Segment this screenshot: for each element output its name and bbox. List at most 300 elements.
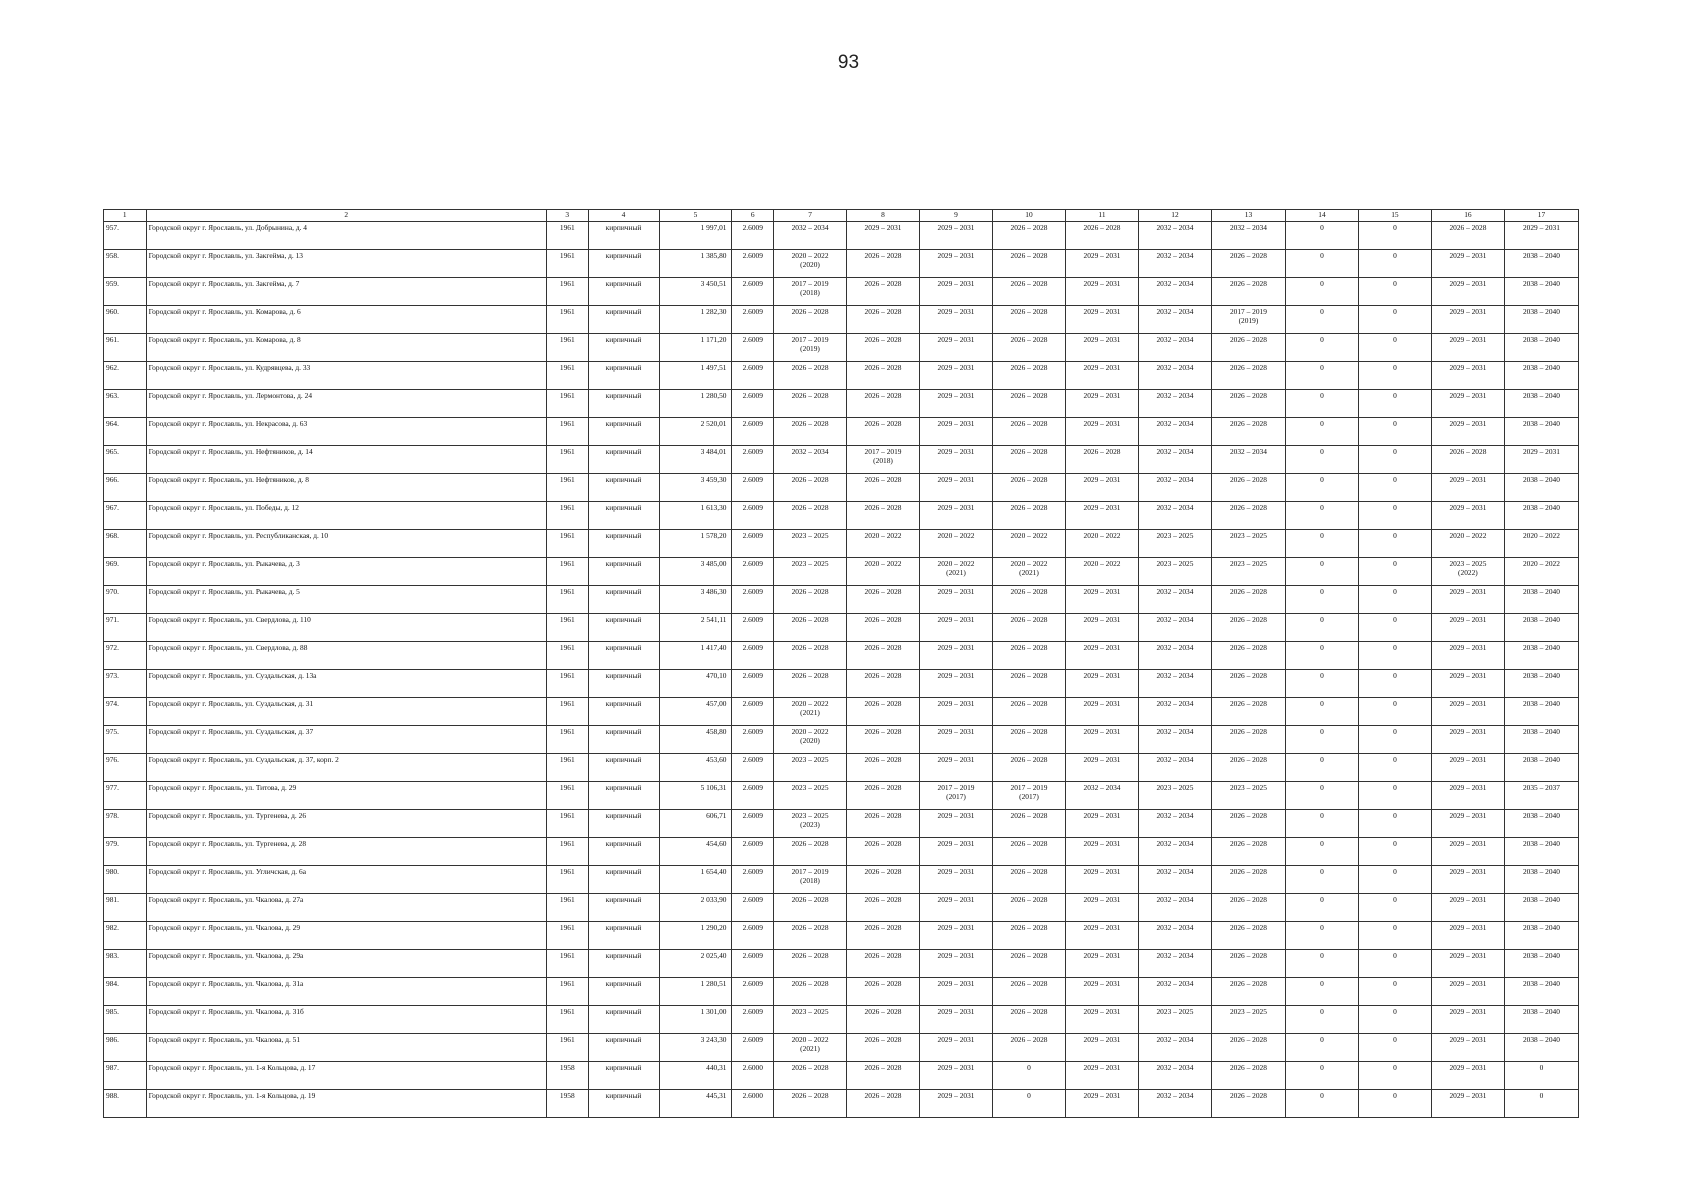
table-cell: 2038 – 2040 (1504, 390, 1578, 418)
table-cell: 2020 – 2022 (847, 530, 920, 558)
table-cell: 2029 – 2031 (1431, 418, 1504, 446)
table-cell: 0 (993, 1062, 1066, 1090)
table-cell: 1 171,20 (659, 334, 732, 362)
table-cell: 0 (1358, 446, 1431, 474)
table-cell: 0 (1285, 278, 1358, 306)
table-cell: 458,80 (659, 726, 732, 754)
table-cell: 0 (1285, 894, 1358, 922)
table-cell: 2026 – 2028 (847, 698, 920, 726)
table-cell: 2029 – 2031 (1431, 754, 1504, 782)
table-cell: 2020 – 2022 (1065, 558, 1138, 586)
table-cell: 2026 – 2028 (1211, 334, 1285, 362)
table-cell: 2020 – 2022 (993, 530, 1066, 558)
table-cell: 2029 – 2031 (920, 614, 993, 642)
cell-line: 2017 – 2019 (791, 335, 829, 344)
table-cell: 2026 – 2028 (774, 922, 847, 950)
table-cell: 965. (104, 446, 147, 474)
column-header: 3 (546, 210, 588, 222)
table-cell: 2.6009 (732, 1034, 774, 1062)
table-cell: 0 (1358, 810, 1431, 838)
table-cell: 967. (104, 502, 147, 530)
column-header: 13 (1211, 210, 1285, 222)
table-cell (774, 250, 847, 278)
table-cell: 2023 – 2025 (1211, 530, 1285, 558)
cell-line: (2018) (873, 456, 893, 465)
table-cell: 977. (104, 782, 147, 810)
table-cell: 2.6009 (732, 250, 774, 278)
table-cell: 2029 – 2031 (1065, 1090, 1138, 1118)
column-header: 7 (774, 210, 847, 222)
table-cell: 2029 – 2031 (1431, 782, 1504, 810)
table-cell: Городской округ г. Ярославль, ул. Чкалова, д. 29а (146, 950, 546, 978)
table-cell: 0 (1285, 1062, 1358, 1090)
table-cell: 2029 – 2031 (920, 362, 993, 390)
table-cell: 2032 – 2034 (1138, 950, 1211, 978)
table-cell: 1961 (546, 950, 588, 978)
table-cell: 0 (993, 1090, 1066, 1118)
table-cell: 2.6009 (732, 530, 774, 558)
column-header: 12 (1138, 210, 1211, 222)
table-cell: 2026 – 2028 (847, 586, 920, 614)
table-cell: Городской округ г. Ярославль, ул. Тургенева, д. 28 (146, 838, 546, 866)
table-cell: 2029 – 2031 (1431, 698, 1504, 726)
table-cell: 2020 – 2022 (1504, 530, 1578, 558)
table-cell: Городской округ г. Ярославль, ул. Угличская, д. 6а (146, 866, 546, 894)
table-cell: 2029 – 2031 (920, 642, 993, 670)
table-cell: кирпичный (588, 978, 659, 1006)
table-cell: 979. (104, 838, 147, 866)
table-cell: 2038 – 2040 (1504, 418, 1578, 446)
table-cell: 2029 – 2031 (847, 222, 920, 250)
table-cell: 2 541,11 (659, 614, 732, 642)
table-cell: 0 (1358, 502, 1431, 530)
table-cell: 0 (1358, 950, 1431, 978)
table-cell: 1961 (546, 530, 588, 558)
table-cell: 0 (1358, 418, 1431, 446)
table-row (104, 1062, 1579, 1090)
column-header: 10 (993, 210, 1066, 222)
table-cell: 2026 – 2028 (1065, 222, 1138, 250)
table-cell: 2038 – 2040 (1504, 726, 1578, 754)
table-cell: 2026 – 2028 (993, 278, 1066, 306)
table-cell: 2026 – 2028 (1211, 502, 1285, 530)
table-cell: 984. (104, 978, 147, 1006)
column-header: 5 (659, 210, 732, 222)
table-cell: 0 (1358, 530, 1431, 558)
table-cell: 2029 – 2031 (920, 950, 993, 978)
table-cell: кирпичный (588, 950, 659, 978)
table-cell: 2026 – 2028 (774, 362, 847, 390)
table-cell: 2026 – 2028 (993, 474, 1066, 502)
table-cell: 2026 – 2028 (993, 922, 1066, 950)
table-cell: 2032 – 2034 (1138, 362, 1211, 390)
column-header: 6 (732, 210, 774, 222)
table-cell: 2029 – 2031 (1431, 866, 1504, 894)
table-cell: 2032 – 2034 (1138, 810, 1211, 838)
table-row (104, 558, 1579, 586)
table-cell: 2.6009 (732, 670, 774, 698)
table-cell: 2029 – 2031 (1065, 726, 1138, 754)
table-cell: 1961 (546, 670, 588, 698)
table-cell: Городской округ г. Ярославль, ул. Чкалова, д. 29 (146, 922, 546, 950)
table-cell: 2023 – 2025 (774, 558, 847, 586)
table-cell: 2026 – 2028 (1211, 418, 1285, 446)
table-cell: 1 280,50 (659, 390, 732, 418)
table-cell (920, 558, 993, 586)
table-cell: 1961 (546, 1034, 588, 1062)
table-cell: 2032 – 2034 (1138, 838, 1211, 866)
table-cell: 2029 – 2031 (1065, 894, 1138, 922)
table-cell: 0 (1285, 306, 1358, 334)
table-cell: 973. (104, 670, 147, 698)
table-cell: 2026 – 2028 (993, 978, 1066, 1006)
table-cell: кирпичный (588, 306, 659, 334)
table-cell: 2029 – 2031 (1431, 670, 1504, 698)
table-cell: 2026 – 2028 (774, 586, 847, 614)
table-cell: 2032 – 2034 (1138, 726, 1211, 754)
table-cell: 1961 (546, 866, 588, 894)
table-cell: 2026 – 2028 (847, 642, 920, 670)
table-cell: 2029 – 2031 (1065, 978, 1138, 1006)
column-header: 14 (1285, 210, 1358, 222)
table-cell: 0 (1285, 754, 1358, 782)
table-cell: 0 (1285, 502, 1358, 530)
cell-line: 2017 – 2019 (791, 279, 829, 288)
table-cell: Городской округ г. Ярославль, ул. Суздальская, д. 37, корп. 2 (146, 754, 546, 782)
table-cell: 978. (104, 810, 147, 838)
table-cell: 0 (1358, 586, 1431, 614)
cell-line: (2018) (800, 876, 820, 885)
table-cell: 2026 – 2028 (847, 334, 920, 362)
table-cell: 971. (104, 614, 147, 642)
table-row (104, 698, 1579, 726)
table-cell: 2.6009 (732, 558, 774, 586)
table-cell: 2029 – 2031 (1065, 250, 1138, 278)
table-header (104, 210, 1579, 222)
cell-line: (2020) (800, 736, 820, 745)
table-cell: 2.6009 (732, 810, 774, 838)
table-cell: кирпичный (588, 586, 659, 614)
cell-line: 2020 – 2022 (1010, 559, 1048, 568)
table-cell: 2023 – 2025 (1211, 558, 1285, 586)
table-cell: Городской округ г. Ярославль, ул. 1-я Кольцова, д. 19 (146, 1090, 546, 1118)
table-cell: 2023 – 2025 (774, 530, 847, 558)
table-cell: 2029 – 2031 (1065, 474, 1138, 502)
table-cell: 2.6009 (732, 362, 774, 390)
table-cell: 2.6009 (732, 418, 774, 446)
table-cell: Городской округ г. Ярославль, ул. Суздальская, д. 37 (146, 726, 546, 754)
table-row (104, 614, 1579, 642)
table-cell: 987. (104, 1062, 147, 1090)
table-cell: Городской округ г. Ярославль, ул. Нефтяников, д. 8 (146, 474, 546, 502)
column-header: 17 (1504, 210, 1578, 222)
table-cell: 5 106,31 (659, 782, 732, 810)
table-cell: 2038 – 2040 (1504, 698, 1578, 726)
table-cell: 0 (1285, 838, 1358, 866)
table-cell: 2026 – 2028 (774, 1090, 847, 1118)
table-cell: 2026 – 2028 (993, 754, 1066, 782)
table-cell: 2029 – 2031 (1431, 474, 1504, 502)
table-cell: 2029 – 2031 (920, 1062, 993, 1090)
table-cell: 1961 (546, 362, 588, 390)
table-cell: 2.6009 (732, 1006, 774, 1034)
table-cell: 2032 – 2034 (1138, 502, 1211, 530)
table-cell: 0 (1358, 978, 1431, 1006)
table-cell: 2029 – 2031 (1065, 866, 1138, 894)
column-header: 9 (920, 210, 993, 222)
table-cell: 2023 – 2025 (1138, 782, 1211, 810)
table-cell: 2029 – 2031 (1431, 502, 1504, 530)
table-cell: кирпичный (588, 362, 659, 390)
table-cell: 0 (1358, 754, 1431, 782)
table-cell: 2026 – 2028 (847, 782, 920, 810)
table-cell: 2.6009 (732, 838, 774, 866)
table-cell: 2029 – 2031 (920, 418, 993, 446)
table-row (104, 894, 1579, 922)
table-cell: 2029 – 2031 (1431, 250, 1504, 278)
table-cell: 0 (1285, 1034, 1358, 1062)
table-cell: 2032 – 2034 (1138, 922, 1211, 950)
table-cell: 2029 – 2031 (1431, 726, 1504, 754)
cell-line: 2020 – 2022 (937, 559, 975, 568)
table-cell: кирпичный (588, 1090, 659, 1118)
table-cell: 2029 – 2031 (920, 698, 993, 726)
table-cell: Городской округ г. Ярославль, ул. Тургенева, д. 26 (146, 810, 546, 838)
table-cell: 988. (104, 1090, 147, 1118)
table-cell: 470,10 (659, 670, 732, 698)
table-cell: 2026 – 2028 (993, 222, 1066, 250)
table-cell: 2029 – 2031 (1065, 334, 1138, 362)
table-cell: 2032 – 2034 (1138, 866, 1211, 894)
table-cell: 2029 – 2031 (920, 250, 993, 278)
table-cell: Городской округ г. Ярославль, ул. Победы, д. 12 (146, 502, 546, 530)
table-cell: 2026 – 2028 (993, 950, 1066, 978)
table-cell: 2038 – 2040 (1504, 586, 1578, 614)
table-cell: 2032 – 2034 (1138, 474, 1211, 502)
table-cell: 2029 – 2031 (1065, 502, 1138, 530)
table-cell: Городской округ г. Ярославль, ул. Чкалова, д. 27а (146, 894, 546, 922)
table-cell: 2026 – 2028 (993, 446, 1066, 474)
table-cell: 2026 – 2028 (993, 698, 1066, 726)
table-cell: 2038 – 2040 (1504, 866, 1578, 894)
table-cell: 1961 (546, 754, 588, 782)
table-cell: 960. (104, 306, 147, 334)
table-cell: 2029 – 2031 (1065, 586, 1138, 614)
cell-line: (2023) (800, 820, 820, 829)
table-cell: 2029 – 2031 (1065, 698, 1138, 726)
table-cell: 1 280,51 (659, 978, 732, 1006)
table-cell: 2038 – 2040 (1504, 278, 1578, 306)
table-cell: 2029 – 2031 (1431, 838, 1504, 866)
table-cell (1431, 558, 1504, 586)
table-cell: кирпичный (588, 1062, 659, 1090)
table-cell: 2023 – 2025 (774, 754, 847, 782)
table-cell: кирпичный (588, 754, 659, 782)
table-cell: 2038 – 2040 (1504, 978, 1578, 1006)
table-cell: 2029 – 2031 (920, 586, 993, 614)
table-cell: 2032 – 2034 (1138, 1090, 1211, 1118)
column-header: 2 (146, 210, 546, 222)
table-cell: кирпичный (588, 502, 659, 530)
table-cell: 445,31 (659, 1090, 732, 1118)
table-cell: 2026 – 2028 (1211, 894, 1285, 922)
table-cell: 2026 – 2028 (1211, 670, 1285, 698)
table-row (104, 278, 1579, 306)
table-cell: 2038 – 2040 (1504, 950, 1578, 978)
table-cell: 2026 – 2028 (1211, 362, 1285, 390)
table-cell: 3 243,30 (659, 1034, 732, 1062)
table-cell: кирпичный (588, 390, 659, 418)
table-cell: 0 (1285, 1006, 1358, 1034)
table-cell: 1961 (546, 558, 588, 586)
table-cell: 2029 – 2031 (1065, 1062, 1138, 1090)
cell-line: (2021) (800, 1044, 820, 1053)
table-cell: 2026 – 2028 (847, 502, 920, 530)
table-cell: 2026 – 2028 (847, 390, 920, 418)
table-cell: Городской округ г. Ярославль, ул. Суздальская, д. 31 (146, 698, 546, 726)
table-cell: 0 (1358, 1034, 1431, 1062)
table-cell: 2026 – 2028 (1211, 1090, 1285, 1118)
cell-line: (2021) (1019, 568, 1039, 577)
column-header: 16 (1431, 210, 1504, 222)
table-cell: 0 (1285, 698, 1358, 726)
table-cell: 2026 – 2028 (774, 614, 847, 642)
table-cell: 963. (104, 390, 147, 418)
table-cell (774, 810, 847, 838)
table-row (104, 362, 1579, 390)
table-cell: 0 (1358, 894, 1431, 922)
table-cell: 2026 – 2028 (847, 894, 920, 922)
table-cell: 1961 (546, 418, 588, 446)
table-cell: 2029 – 2031 (1065, 278, 1138, 306)
table-cell: 2023 – 2025 (774, 782, 847, 810)
table-cell: 453,60 (659, 754, 732, 782)
table-row (104, 502, 1579, 530)
table-cell (774, 278, 847, 306)
table-cell: 2026 – 2028 (847, 922, 920, 950)
table-cell: 2029 – 2031 (920, 390, 993, 418)
table-cell: 2035 – 2037 (1504, 782, 1578, 810)
table-cell: 2026 – 2028 (1211, 950, 1285, 978)
header-row (104, 210, 1579, 222)
table-row (104, 782, 1579, 810)
table-cell: 2026 – 2028 (1211, 838, 1285, 866)
table-cell: 2026 – 2028 (1211, 278, 1285, 306)
table-cell: 2029 – 2031 (1065, 810, 1138, 838)
table-cell: 2026 – 2028 (993, 418, 1066, 446)
table-cell: 2029 – 2031 (1431, 278, 1504, 306)
table-cell: 2.6009 (732, 446, 774, 474)
cell-line: 2017 – 2019 (864, 447, 902, 456)
table-cell: 976. (104, 754, 147, 782)
table-cell: 2026 – 2028 (993, 250, 1066, 278)
table-cell: 2029 – 2031 (1431, 1062, 1504, 1090)
table-cell: 2.6009 (732, 614, 774, 642)
table-cell: 2029 – 2031 (1431, 950, 1504, 978)
table-cell: 2026 – 2028 (774, 474, 847, 502)
table-cell: 1961 (546, 698, 588, 726)
table-cell: 2029 – 2031 (1431, 642, 1504, 670)
cell-line: (2021) (800, 708, 820, 717)
table-cell: 2026 – 2028 (993, 306, 1066, 334)
column-header: 8 (847, 210, 920, 222)
table-cell: 2038 – 2040 (1504, 306, 1578, 334)
column-header: 15 (1358, 210, 1431, 222)
table-cell: 0 (1358, 642, 1431, 670)
table-cell: 966. (104, 474, 147, 502)
table-cell: 2029 – 2031 (1065, 418, 1138, 446)
table-cell: 2026 – 2028 (993, 670, 1066, 698)
table-cell: 2026 – 2028 (847, 250, 920, 278)
column-header: 1 (104, 210, 147, 222)
table-cell: 2029 – 2031 (1065, 1034, 1138, 1062)
table-cell: 2029 – 2031 (1065, 306, 1138, 334)
table-cell: 2029 – 2031 (1431, 922, 1504, 950)
table-cell: 1958 (546, 1090, 588, 1118)
table-cell: 2026 – 2028 (1431, 222, 1504, 250)
cell-line: 2020 – 2022 (791, 727, 829, 736)
table-cell: 2032 – 2034 (1138, 418, 1211, 446)
table-cell: 2038 – 2040 (1504, 838, 1578, 866)
table-cell: 0 (1358, 866, 1431, 894)
cell-line: (2021) (946, 568, 966, 577)
table-cell: кирпичный (588, 866, 659, 894)
table-cell: 961. (104, 334, 147, 362)
table-cell: 2029 – 2031 (1065, 754, 1138, 782)
table-cell: 2.6009 (732, 922, 774, 950)
table-cell: 2029 – 2031 (1431, 586, 1504, 614)
table-cell: 2029 – 2031 (1431, 1090, 1504, 1118)
table-cell: 2026 – 2028 (1065, 446, 1138, 474)
table-cell: 1 385,80 (659, 250, 732, 278)
table-cell: Городской округ г. Ярославль, ул. Комарова, д. 8 (146, 334, 546, 362)
table-cell: кирпичный (588, 726, 659, 754)
table-cell: 1 417,40 (659, 642, 732, 670)
table-cell: 2 025,40 (659, 950, 732, 978)
table-cell: Городской округ г. Ярославль, ул. Суздальская, д. 13а (146, 670, 546, 698)
table-cell: кирпичный (588, 334, 659, 362)
table-cell: 2026 – 2028 (1211, 390, 1285, 418)
table-cell: 0 (1358, 922, 1431, 950)
table-cell: кирпичный (588, 474, 659, 502)
table-row (104, 446, 1579, 474)
table-cell: 1961 (546, 614, 588, 642)
table-cell: 2032 – 2034 (1138, 894, 1211, 922)
table-cell: 2026 – 2028 (847, 1062, 920, 1090)
table-cell: 2.6009 (732, 306, 774, 334)
table-cell: 0 (1285, 670, 1358, 698)
table-cell: 2026 – 2028 (847, 754, 920, 782)
table-cell: 2026 – 2028 (847, 1090, 920, 1118)
table-cell: Городской округ г. Ярославль, ул. Республиканская, д. 10 (146, 530, 546, 558)
table-cell: 2026 – 2028 (847, 838, 920, 866)
table-cell: 1961 (546, 502, 588, 530)
table-cell: 2020 – 2022 (1065, 530, 1138, 558)
table-row (104, 1034, 1579, 1062)
cell-line: 2017 – 2019 (937, 783, 975, 792)
table-cell: 981. (104, 894, 147, 922)
table-cell: 2032 – 2034 (1138, 754, 1211, 782)
data-table (103, 209, 1579, 1118)
table-cell: 2026 – 2028 (1211, 586, 1285, 614)
table-container (103, 209, 1579, 1118)
table-cell: 0 (1285, 446, 1358, 474)
table-cell: 0 (1358, 1006, 1431, 1034)
table-cell: кирпичный (588, 782, 659, 810)
table-cell: 0 (1504, 1062, 1578, 1090)
table-cell: 2026 – 2028 (847, 950, 920, 978)
table-cell: 2.6009 (732, 978, 774, 1006)
